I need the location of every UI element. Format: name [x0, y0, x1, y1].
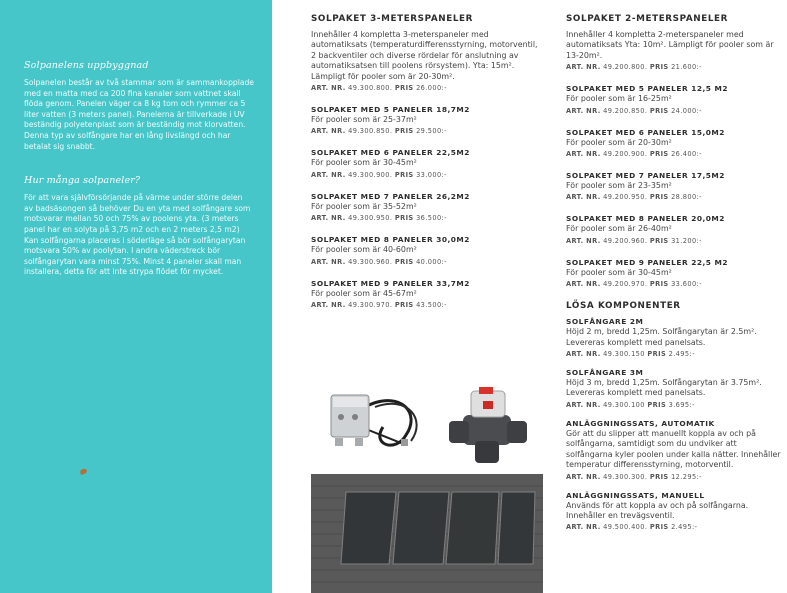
- info-sidebar: [0, 0, 272, 593]
- price-label: PRIS: [394, 301, 414, 310]
- price-label: PRIS: [649, 63, 669, 72]
- art-label: ART. NR.: [566, 400, 601, 409]
- component-desc: Höjd 2 m, bredd 1,25m. Solfångarytan är 2.5m². Levereras komplett med panelsats.: [566, 327, 757, 347]
- art-label: ART. NR.: [566, 280, 601, 289]
- component-art: [566, 401, 781, 409]
- art-label: ART. NR.: [566, 472, 601, 481]
- product-art: [311, 301, 543, 309]
- price-label: PRIS: [649, 193, 669, 202]
- price-label: PRIS: [649, 280, 669, 289]
- component-art: [566, 473, 781, 481]
- product-title: SOLPAKET MED 7 PANELER 26,2M2: [311, 191, 470, 201]
- product-art: [311, 127, 543, 135]
- price-value: 43.500:-: [416, 301, 447, 310]
- product-desc: För pooler som är 30-45m²: [311, 158, 417, 168]
- art-label: ART. NR.: [566, 150, 601, 159]
- product-item: [566, 171, 781, 201]
- price-label: PRIS: [394, 127, 414, 136]
- art-label: ART. NR.: [311, 127, 346, 136]
- art-label: ART. NR.: [566, 236, 601, 245]
- art-number: 49.300.950.: [348, 214, 393, 223]
- sidebar-heading-structure: Solpanelens uppbyggnad: [24, 60, 149, 71]
- product-item: [311, 235, 543, 265]
- product-desc: För pooler som är 20-30m²: [566, 137, 672, 147]
- price-value: 24.000:-: [671, 106, 702, 115]
- price-label: PRIS: [394, 257, 414, 266]
- price-value: 31.200:-: [671, 236, 702, 245]
- component-desc: Används för att koppla av och på solfångarna. Innehåller en trevägsventil.: [566, 500, 749, 520]
- sidebar-text-how-many: För att vara självförsörjande på värme under större delen av badsäsongen så behöver Du en yta med solfångare som motsvarar mellan 50 och 75% av poolens yta. (3 meters panel har en solyta på 3,75 m2 och en 2 meters 2,5 m2) Kan solfångarna placeras i söderläge så bör solfångarytan motsvara 50% av poolytan. I andra väderstreck bör solfångarytan vara minst 75%. Minst 4 paneler skall man installera, detta för att inte strypa flödet för mycket.: [24, 193, 251, 277]
- price-value: 3.695:-: [668, 400, 695, 409]
- product-item: [311, 279, 543, 309]
- product-desc: Innehåller 4 kompletta 2-meterspaneler med automatiksats Yta: 10m². Lämpligt för pooler som är 13-20m².: [566, 30, 774, 60]
- price-label: PRIS: [649, 150, 669, 159]
- product-photos: [311, 383, 543, 468]
- product-art: [566, 63, 781, 71]
- product-item: [566, 214, 781, 244]
- component-item: [566, 368, 781, 409]
- price-value: 2.495:-: [671, 523, 698, 532]
- art-label: ART. NR.: [311, 84, 346, 93]
- art-label: ART. NR.: [311, 214, 346, 223]
- art-label: ART. NR.: [566, 523, 601, 532]
- product-title: SOLPAKET MED 5 PANELER 18,7M2: [311, 105, 470, 115]
- component-art: [566, 350, 781, 358]
- product-desc: För pooler som är 25-37m²: [311, 115, 417, 125]
- art-number: 49.300.960.: [348, 257, 393, 266]
- product-art: [566, 237, 781, 245]
- price-value: 12.295:-: [671, 472, 702, 481]
- component-title: SOLFÅNGARE 2M: [566, 317, 644, 327]
- sidebar-text-structure: Solpanelen består av två stammar som är sammankopplade med en matta med ca 200 fina kanaler som vattnet skall flöda genom. Panelen väger ca 8 kg tom och rymmer ca 5 liter vatten (3 meters panel). Panelerna är tillverkade i UV beständig polyetenplast som är beständig mot klorvatten. Denna typ av solfångare har en lång livslängd och har betalat sig snabbt.: [24, 78, 254, 151]
- product-art: [566, 193, 781, 201]
- price-label: PRIS: [394, 214, 414, 223]
- art-number: 49.300.100: [603, 400, 645, 409]
- art-number: 49.200.960.: [603, 236, 648, 245]
- product-desc: För pooler som är 30-45m²: [566, 267, 672, 277]
- art-number: 49.300.300.: [603, 472, 648, 481]
- art-number: 49.300.970.: [348, 301, 393, 310]
- section-title-2m: SOLPAKET 2-METERSPANELER: [566, 14, 729, 24]
- art-label: ART. NR.: [311, 170, 346, 179]
- art-number: 49.200.900.: [603, 150, 648, 159]
- price-value: 29.500:-: [416, 127, 447, 136]
- product-desc: För pooler som är 45-67m²: [311, 288, 417, 298]
- price-value: 26.000:-: [416, 84, 447, 93]
- product-title: SOLPAKET MED 8 PANELER 20,0M2: [566, 214, 725, 224]
- art-label: ART. NR.: [311, 301, 346, 310]
- product-desc: För pooler som är 16-25m²: [566, 94, 672, 104]
- product-art: [311, 84, 543, 92]
- price-value: 33.600:-: [671, 280, 702, 289]
- art-number: 49.200.850.: [603, 106, 648, 115]
- product-art: [566, 107, 781, 115]
- art-number: 49.200.800.: [603, 63, 648, 72]
- product-title: SOLPAKET MED 5 PANELER 12,5 M2: [566, 84, 729, 94]
- product-art: [566, 280, 781, 288]
- product-desc: För pooler som är 26-40m²: [566, 224, 672, 234]
- price-label: PRIS: [649, 523, 669, 532]
- product-title: SOLPAKET MED 6 PANELER 22,5M2: [311, 148, 470, 158]
- component-title: ANLÄGGNINGSSATS, AUTOMATIK: [566, 418, 715, 428]
- section-title-components: LÖSA KOMPONENTER: [566, 301, 681, 312]
- price-label: PRIS: [394, 84, 414, 93]
- price-label: PRIS: [394, 170, 414, 179]
- price-label: PRIS: [649, 236, 669, 245]
- product-art: [311, 258, 543, 266]
- component-item: [566, 491, 781, 532]
- control-box-photo: [331, 395, 417, 446]
- price-value: 28.800:-: [671, 193, 702, 202]
- price-value: 36.500:-: [416, 214, 447, 223]
- product-title: SOLPAKET MED 9 PANELER 22,5 M2: [566, 257, 729, 267]
- art-label: ART. NR.: [566, 193, 601, 202]
- price-value: 40.000:-: [416, 257, 447, 266]
- motor-valve-photo: [449, 387, 527, 463]
- art-number: 49.300.150: [603, 350, 645, 359]
- column-3m-packages: [311, 14, 543, 322]
- roof-solar-panels-photo: [311, 474, 543, 593]
- product-title: SOLPAKET MED 9 PANELER 33,7M2: [311, 278, 470, 288]
- section-title-3m: SOLPAKET 3-METERSPANELER: [311, 14, 474, 24]
- product-item: [566, 258, 781, 288]
- product-art: [311, 214, 543, 222]
- component-title: SOLFÅNGARE 3M: [566, 368, 644, 378]
- art-number: 49.500.400.: [603, 523, 648, 532]
- product-item: [566, 128, 781, 158]
- art-label: ART. NR.: [566, 350, 601, 359]
- art-number: 49.200.970.: [603, 280, 648, 289]
- column-2m-packages: [566, 14, 781, 531]
- product-intro-2m: [566, 30, 781, 71]
- product-desc: För pooler som är 40-60m²: [311, 245, 417, 255]
- price-value: 33.000:-: [416, 170, 447, 179]
- product-item: [566, 84, 781, 114]
- art-label: ART. NR.: [311, 257, 346, 266]
- sidebar-heading-how-many: Hur många solpaneler?: [24, 175, 141, 187]
- component-item: [566, 317, 781, 358]
- component-desc: Gör att du slipper att manuellt koppla av och på solfångarna, samtidigt som du undviker att solfångarna kyler poolen under kalla nätter. Innehåller temperatur differensstyrning, motorventil.: [566, 428, 781, 470]
- product-title: SOLPAKET MED 8 PANELER 30,0M2: [311, 235, 470, 245]
- component-desc: Höjd 3 m, bredd 1,25m. Solfångarytan är 3.75m². Levereras komplett med panelsats.: [566, 378, 762, 398]
- product-desc: För pooler som är 35-52m²: [311, 201, 417, 211]
- price-value: 21.600:-: [671, 63, 702, 72]
- product-art: [311, 171, 543, 179]
- product-item: [311, 148, 543, 178]
- product-title: SOLPAKET MED 6 PANELER 15,0M2: [566, 127, 725, 137]
- product-item: [311, 192, 543, 222]
- art-label: ART. NR.: [566, 106, 601, 115]
- price-value: 2.495:-: [668, 350, 695, 359]
- price-label: PRIS: [649, 472, 669, 481]
- price-label: PRIS: [647, 350, 667, 359]
- component-art: [566, 523, 781, 531]
- product-art: [566, 150, 781, 158]
- price-label: PRIS: [647, 400, 667, 409]
- price-label: PRIS: [649, 106, 669, 115]
- product-item: [311, 105, 543, 135]
- component-title: ANLÄGGNINGSSATS, MANUELL: [566, 490, 705, 500]
- product-desc: För pooler som är 23-35m²: [566, 181, 672, 191]
- art-number: 49.300.850.: [348, 127, 393, 136]
- product-intro-3m: [311, 30, 543, 92]
- art-number: 49.200.950.: [603, 193, 648, 202]
- product-title: SOLPAKET MED 7 PANELER 17,5M2: [566, 171, 725, 181]
- art-number: 49.300.900.: [348, 170, 393, 179]
- art-number: 49.300.800.: [348, 84, 393, 93]
- art-label: ART. NR.: [566, 63, 601, 72]
- component-item: [566, 419, 781, 481]
- product-desc: Innehåller 4 kompletta 3-meterspaneler med automatiksats (temperaturdifferensstyrning, motorventil, 2 backventiler och diverse rördelar för anslutning av automatiksatsen till poolens rörsystem). Yta: 15m². Lämpligt för pooler som är 20-30m².: [311, 30, 538, 81]
- price-value: 26.400:-: [671, 150, 702, 159]
